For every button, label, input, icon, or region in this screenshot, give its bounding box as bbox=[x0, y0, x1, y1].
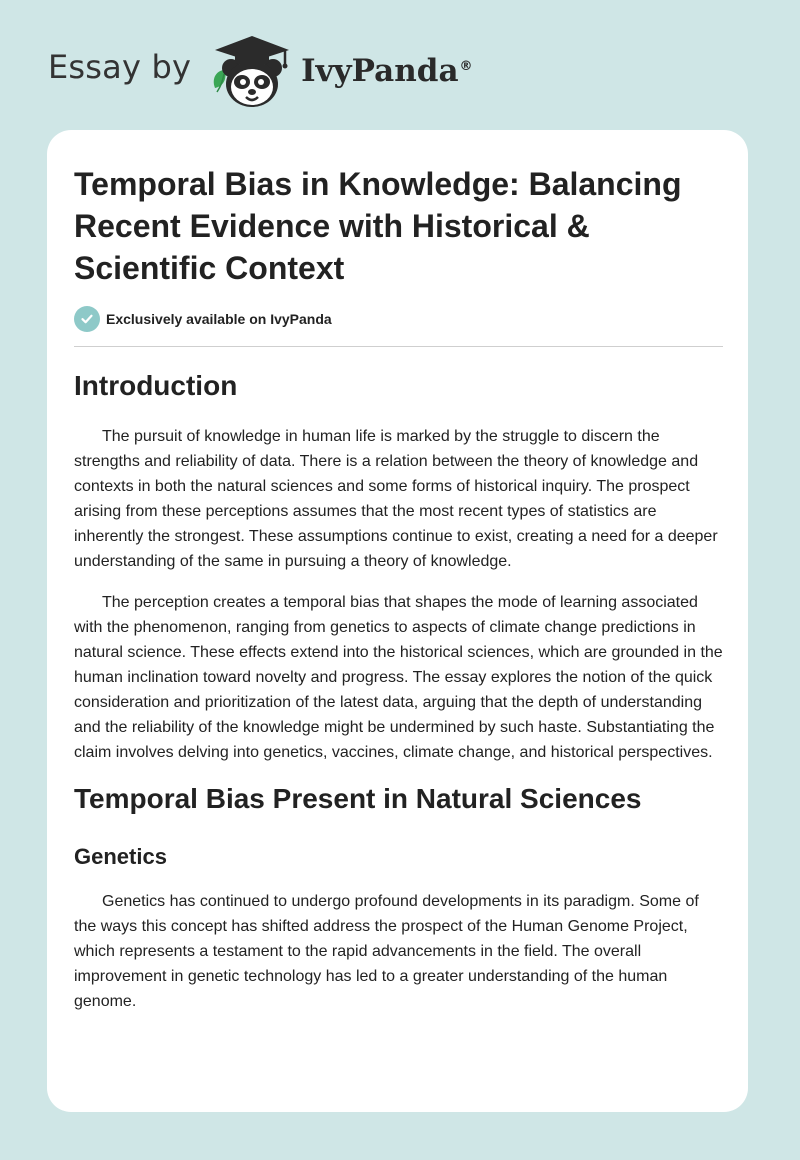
essay-by-label: Essay by bbox=[48, 48, 192, 86]
exclusive-badge bbox=[74, 306, 332, 332]
title-divider bbox=[74, 346, 723, 347]
essay-card bbox=[47, 130, 748, 1112]
essay-body bbox=[74, 362, 724, 1030]
brand-name: IvyPanda® bbox=[301, 53, 473, 89]
essay-title: Temporal Bias in Knowledge: Balancing Recent Evidence with Historical & Scientific Context bbox=[74, 166, 682, 286]
subsection-heading-genetics: Genetics bbox=[74, 844, 167, 869]
registered-trademark: ® bbox=[459, 58, 473, 74]
paragraph: The pursuit of knowledge in human life is marked by the struggle to discern the strengths and reliability of data. There is a relation between the theory of knowledge and contexts in both the natural sciences and some forms of historical inquiry. The prospect arising from these perceptions assumes that the most recent types of statistics are inherently the strongest. These assumptions continue to exist, creating a need for a deeper understanding of the same in pursuing a theory of knowledge. bbox=[74, 428, 718, 570]
paragraph: Genetics has continued to undergo profound developments in its paradigm. Some of the ways this concept has shifted address the prospect of the Human Genome Project, which represents a testament to the rapid advancements in the field. The overall improvement in genetic technology has led to a greater understanding of the human genome. bbox=[74, 893, 699, 1010]
exclusive-badge-label: Exclusively available on IvyPanda bbox=[106, 311, 332, 327]
section-heading-introduction: Introduction bbox=[74, 370, 238, 401]
section-heading-natural-sciences: Temporal Bias Present in Natural Sciences bbox=[74, 783, 642, 814]
check-circle-icon bbox=[74, 306, 100, 332]
site-header bbox=[48, 30, 473, 110]
panda-graduate-logo-icon[interactable] bbox=[205, 30, 297, 110]
paragraph: The perception creates a temporal bias that shapes the mode of learning associated with the phenomenon, ranging from genetics to aspects of climate change predictions in natural science. These effects extend into the historical sciences, which are grounded in the human inclination toward novelty and progress. The essay explores the notion of the quick consideration and prioritization of the latest data, arguing that the depth of understanding and the reliability of the knowledge might be undermined by such haste. Substantiating the claim involves delving into genetics, vaccines, climate change, and historical perspectives. bbox=[74, 594, 723, 761]
